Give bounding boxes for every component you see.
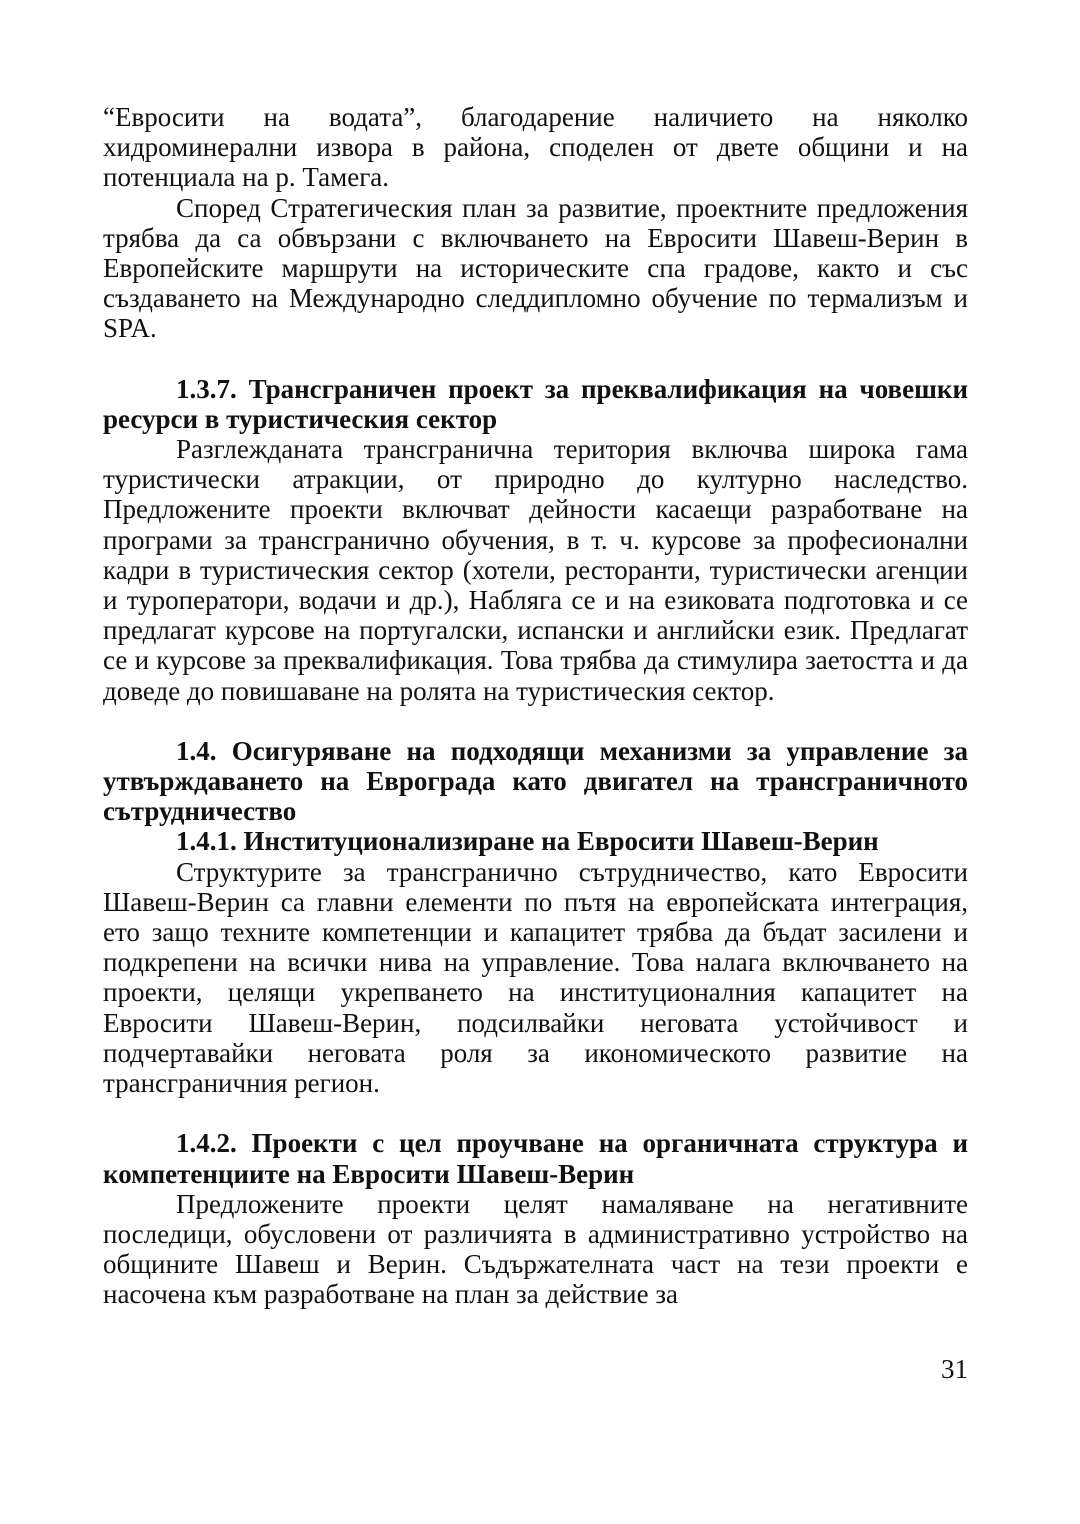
heading-1-4: 1.4. Осигуряване на подходящи механизми за управление за утвърждаването на Еврограда като двигател на трансграничното сътрудничество	[103, 735, 968, 827]
heading-1-4-2: 1.4.2. Проекти с цел проучване на органичната структура и компетенциите на Евросити Шавеш-Верин	[103, 1128, 968, 1189]
heading-1-3-7: 1.3.7. Трансграничен проект за преквалификация на човешки ресурси в туристическия сектор	[103, 373, 968, 434]
paragraph-tourism-requalification: Разглежданата трансгранична територия включва широка гама туристически атракции, от природно до културно наследство. Предложените проекти включват дейности касаещи разработване на програми за трансгранично обучения, в т. ч. курсове за професионални кадри в туристическия сектор (хотели, ресторанти, туристически агенции и туроператори, водачи и др.), Набляга се и на езиковата подготовка и се предлагат курсове на португалски, испански и английски език. Предлагат се и курсове за преквалификация. Това трябва да стимулира заетостта и да доведе до повишаване на ролята на туристическия сектор.	[103, 434, 968, 706]
document-page	[103, 102, 968, 1310]
paragraph-projects-study: Предложените проекти целят намаляване на негативните последици, обусловени от различията в административно устройство на общините Шавеш и Верин. Съдържателната част на тези проекти е насочена към разработване на план за действие за	[103, 1188, 968, 1310]
paragraph-eurocity-water: “Евросити на водата”, благодарение наличието на няколко хидроминерални извора в района, споделен от двете общини и на потенциала на р. Тамега.	[103, 102, 968, 193]
heading-1-4-1: 1.4.1. Институционализиране на Евросити Шавеш-Верин	[176, 826, 879, 857]
page-number: 31	[941, 1354, 968, 1384]
paragraph-institutionalization: Структурите за трансгранично сътрудничество, като Евросити Шавеш-Верин са главни елементи по пътя на европейската интеграция, ето защо техните компетенции и капацитет трябва да бъдат засилени и подкрепени на всички нива на управление. Това налага включването на проекти, целящи укрепването на институционалния капацитет на Евросити Шавеш-Верин, подсилвайки неговата устойчивост и подчертавайки неговата роля за икономическото развитие на трансграничния регион.	[103, 856, 968, 1099]
paragraph-strategic-plan: Според Стратегическия план за развитие, проектните предложения трябва да са обвързани с включването на Евросити Шавеш-Верин в Европейските маршрути на историческите спа градове, както и със създаването на Международно следдипломно обучение по термализъм и SPA.	[103, 192, 968, 344]
